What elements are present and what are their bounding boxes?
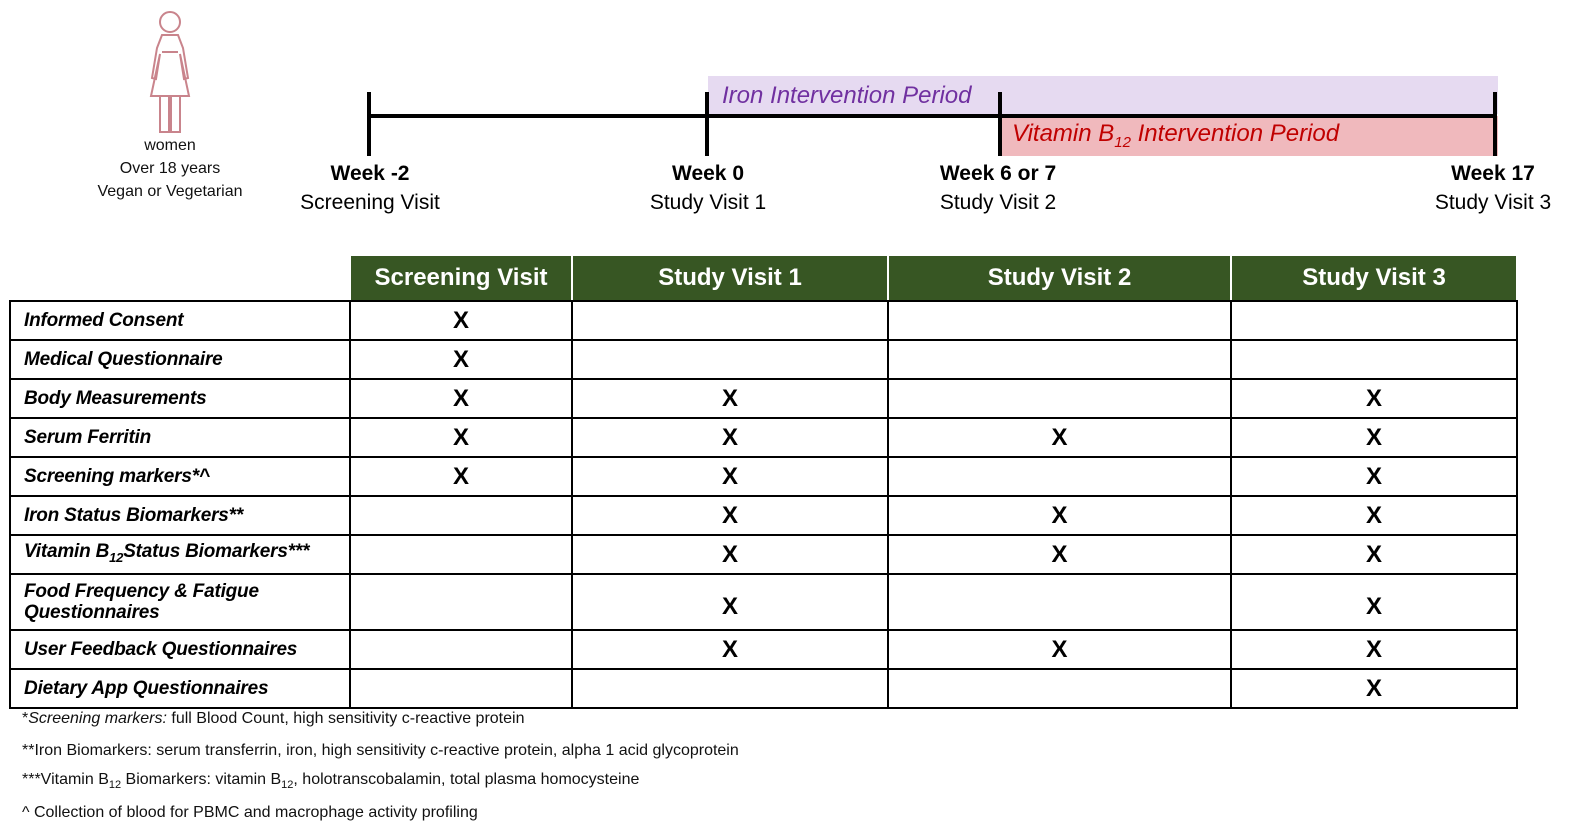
table-cell <box>350 669 572 708</box>
row-label: Medical Questionnaire <box>10 340 350 379</box>
row-label: Vitamin $B_{12}Status$ Biomarkers*** <box>10 535 350 574</box>
visit-schedule-table <box>9 254 1518 709</box>
table-cell: X <box>350 418 572 457</box>
table-cell: X <box>350 457 572 496</box>
row-label: Dietary App Questionnaires <box>10 669 350 708</box>
table-row <box>10 630 1517 669</box>
table-cell <box>888 301 1231 340</box>
table-cell: X <box>1231 496 1517 535</box>
table-cell: X <box>1231 418 1517 457</box>
table-cell: X <box>572 418 888 457</box>
row-label: Food Frequency & Fatigue Questionnaires <box>10 574 350 630</box>
timeline-tick-week-minus-2 <box>367 92 371 156</box>
table-cell: X <box>572 496 888 535</box>
table-row <box>10 574 1517 630</box>
row-label: Body Measurements <box>10 379 350 418</box>
milestone-visit: Study Visit 3 <box>1434 191 1552 214</box>
table-cell: X <box>350 301 572 340</box>
study-timeline <box>0 0 1571 230</box>
table-cell <box>1231 340 1517 379</box>
table-cell: X <box>1231 535 1517 574</box>
table-cell: X <box>572 630 888 669</box>
row-label: Informed Consent <box>10 301 350 340</box>
header-screening-visit: Screening Visit <box>350 255 572 301</box>
table-cell <box>350 535 572 574</box>
timeline-tick-week-0 <box>705 92 709 156</box>
table-cell <box>888 669 1231 708</box>
table-cell <box>350 574 572 630</box>
table-row <box>10 669 1517 708</box>
footnote-screening-markers: *Screening markers: full Blood Count, high sensitivity c-reactive protein <box>22 710 525 727</box>
row-label: Iron Status Biomarkers** <box>10 496 350 535</box>
header-study-visit-3: Study Visit 3 <box>1231 255 1517 301</box>
table-cell <box>888 574 1231 630</box>
milestone-week: Week 6 or 7 <box>939 162 1057 185</box>
table-cell <box>350 496 572 535</box>
milestone-visit: Study Visit 2 <box>939 191 1057 214</box>
milestone-visit-1 <box>608 160 808 218</box>
table-cell: X <box>572 379 888 418</box>
table-cell: X <box>350 379 572 418</box>
table-row <box>10 379 1517 418</box>
table-cell <box>888 379 1231 418</box>
timeline-axis <box>368 114 1497 118</box>
table-cell <box>1231 301 1517 340</box>
milestone-week: Week -2 <box>330 162 410 185</box>
table-cell <box>350 630 572 669</box>
table-cell: X <box>1231 574 1517 630</box>
iron-intervention-label: Iron Intervention Period <box>722 82 972 109</box>
table-cell: X <box>888 535 1231 574</box>
footnote-b12-biomarkers: ***Vitamin $B_{12}$ Biomarkers: vitamin $B_{12}$, holotranscobalamin, total plasma homocysteine <box>22 771 640 792</box>
milestone-visit-2 <box>898 160 1098 218</box>
table-cell: X <box>888 418 1231 457</box>
table-row <box>10 496 1517 535</box>
milestone-visit: Screening Visit <box>300 191 440 214</box>
participant-line-2: Over 18 years <box>119 160 221 177</box>
table-cell: X <box>1231 630 1517 669</box>
header-study-visit-2: Study Visit 2 <box>888 255 1231 301</box>
b12-intervention-label: Vitamin $B_{12}$ Intervention Period <box>1012 120 1340 151</box>
timeline-tick-week-17 <box>1493 92 1497 156</box>
table-cell <box>572 340 888 379</box>
table-cell: X <box>888 630 1231 669</box>
row-label: Screening markers*^ <box>10 457 350 496</box>
table-row <box>10 418 1517 457</box>
table-cell: X <box>888 496 1231 535</box>
footnote-iron-biomarkers: **Iron Biomarkers: serum transferrin, iron, high sensitivity c-reactive protein, alpha 1 acid glycoprotein <box>22 742 739 759</box>
timeline-tick-week-6-7 <box>998 92 1002 156</box>
header-study-visit-1: Study Visit 1 <box>572 255 888 301</box>
table-cell: X <box>572 457 888 496</box>
row-label: User Feedback Questionnaires <box>10 630 350 669</box>
milestone-week: Week 17 <box>1451 162 1535 185</box>
milestone-screening <box>270 160 470 218</box>
table-cell <box>572 301 888 340</box>
footnote-pbmc: ^ Collection of blood for PBMC and macrophage activity profiling <box>22 804 478 821</box>
milestone-visit-3 <box>1418 160 1568 218</box>
participant-line-1: women <box>144 137 196 154</box>
table-cell: X <box>572 535 888 574</box>
row-label: Serum Ferritin <box>10 418 350 457</box>
table-row <box>10 301 1517 340</box>
table-row <box>10 340 1517 379</box>
table-cell <box>888 340 1231 379</box>
table-cell <box>888 457 1231 496</box>
participant-line-3: Vegan or Vegetarian <box>97 183 243 200</box>
table-cell: X <box>1231 379 1517 418</box>
milestone-week: Week 0 <box>672 162 744 185</box>
table-header-row <box>10 255 1517 301</box>
table-cell <box>572 669 888 708</box>
table-cell: X <box>350 340 572 379</box>
table-cell: X <box>1231 457 1517 496</box>
table-row <box>10 457 1517 496</box>
table-row <box>10 535 1517 574</box>
milestone-visit: Study Visit 1 <box>649 191 767 214</box>
table-cell: X <box>572 574 888 630</box>
header-blank <box>10 255 350 301</box>
table-cell: X <box>1231 669 1517 708</box>
